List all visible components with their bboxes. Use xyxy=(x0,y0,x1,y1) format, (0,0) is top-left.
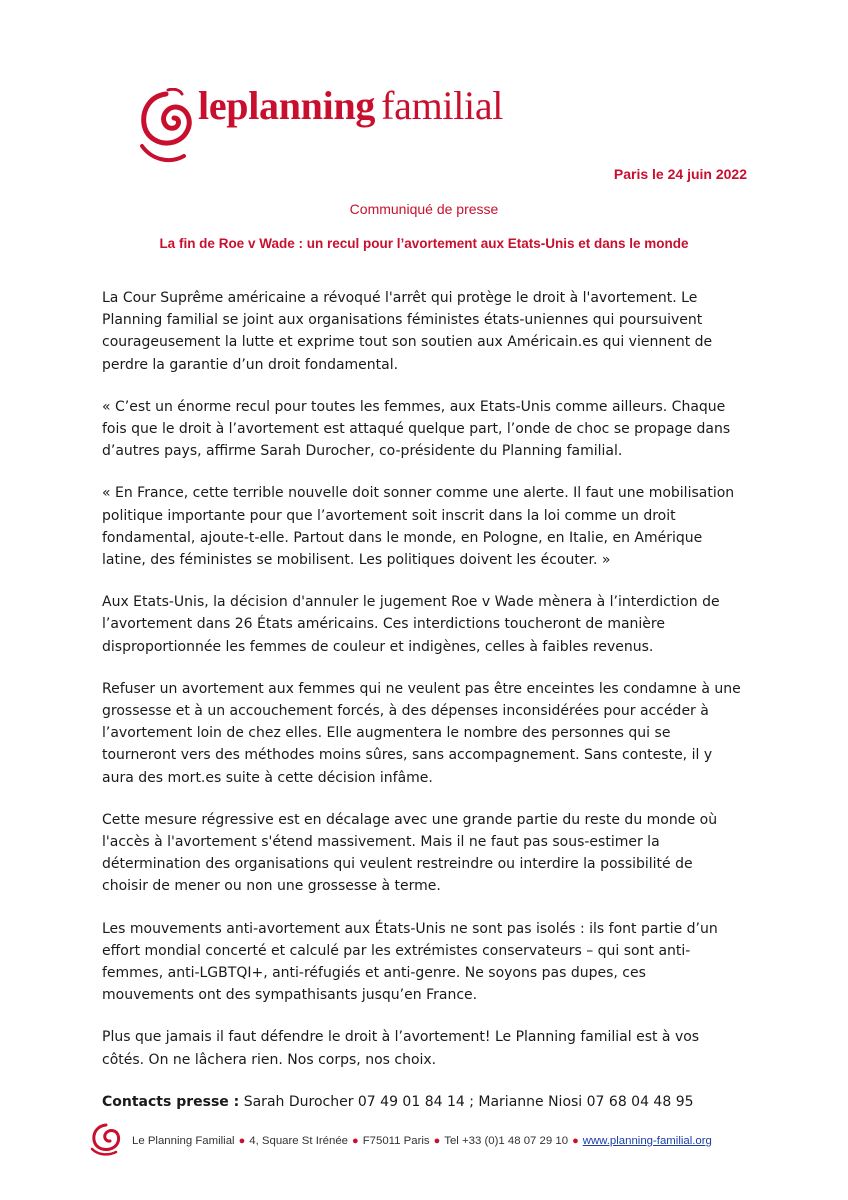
swirl-logo-icon xyxy=(140,88,196,168)
paragraph-5: Refuser un avortement aux femmes qui ne veulent pas être enceintes les condamne à une grossesse et à un accouchement forcés, à des dépenses inconsidérées pour accéder à l’avortement loin de chez elles. Elle augmentera le nombre des personnes qui se tourneront vers des méthodes moins sûres, sans accompagnement. Sans conteste, il y aura des mort.es suite à cette décision infâme. xyxy=(102,680,741,786)
logo-word-le: le xyxy=(198,83,227,128)
logo xyxy=(140,83,520,168)
footer-bullet-icon: ● xyxy=(238,1135,246,1147)
paragraph-6: Cette mesure régressive est en décalage avec une grande partie du reste du monde où l'accès à l'avortement s'étend massivement. Mais il ne faut pas sous-estimer la détermination des organisations qui veulent restreindre ou interdire la possibilité de choisir de mener ou non une grossesse à terme. xyxy=(102,811,718,895)
logo-word-planning: planning xyxy=(226,83,376,128)
footer-org: Le Planning Familial xyxy=(132,1135,235,1147)
footer-bullet-icon: ● xyxy=(572,1135,579,1147)
paragraph-7: Les mouvements anti-avortement aux États-Unis ne sont pas isolés : ils font partie d’un effort mondial concerté et calculé par les extrémistes conservateurs – qui sont anti-femmes, anti-LGBTQI+, anti-réfugiés et anti-genre. Ne soyons pas dupes, ces mouvements ont des sympathisants jusqu’en France. xyxy=(102,920,718,1004)
document-body xyxy=(102,287,742,1133)
footer-phone: Tel +33 (0)1 48 07 29 10 xyxy=(444,1135,569,1147)
footer-address-line xyxy=(132,1135,712,1147)
footer-website-link[interactable]: www.planning-familial.org xyxy=(582,1135,712,1147)
press-contacts-label: Contacts presse : xyxy=(102,1093,240,1110)
press-contacts-value: Sarah Durocher 07 49 01 84 14 ; Marianne Niosi 07 68 04 48 95 xyxy=(239,1093,694,1110)
paragraph-1: La Cour Suprême américaine a révoqué l'arrêt qui protège le droit à l'avortement. Le Planning familial se joint aux organisations féministes états-uniennes qui poursuivent courageusement la lutte et exprime tout son soutien aux Américain.es qui viennent de perdre la garantie d’un droit fondamental. xyxy=(102,290,713,373)
footer xyxy=(90,1121,770,1161)
paragraph-8: Plus que jamais il faut défendre le droit à l’avortement! Le Planning familial est à vos côtés. On ne lâchera rien. Nos corps, nos choix. xyxy=(102,1029,700,1068)
press-release-headline: La fin de Roe v Wade : un recul pour l’avortement aux Etats-Unis et dans le monde xyxy=(159,236,689,251)
document-date: Paris le 24 juin 2022 xyxy=(613,166,747,182)
footer-city: F75011 Paris xyxy=(362,1135,430,1147)
paragraph-2: « C’est un énorme recul pour toutes les femmes, aux Etats-Unis comme ailleurs. Chaque fois que le droit à l’avortement est attaqué quelque part, l’onde de choc se propage dans d’autres pays, affirme Sarah Durocher, co-présidente du Planning familial. xyxy=(102,398,731,460)
logo-wordmark xyxy=(198,82,503,129)
footer-bullet-icon: ● xyxy=(433,1135,441,1147)
footer-address: 4, Square St Irénée xyxy=(249,1135,349,1147)
footer-bullet-icon: ● xyxy=(352,1135,359,1147)
footer-swirl-logo-icon xyxy=(90,1121,124,1157)
paragraph-4: Aux Etats-Unis, la décision d'annuler le jugement Roe v Wade mènera à l’interdiction de l’avortement dans 26 États américains. Ces interdictions toucheront de manière disproportionnée les femmes de couleur et indigènes, celles à faibles revenus. xyxy=(102,594,720,655)
logo-word-familial: familial xyxy=(381,83,504,128)
press-contacts xyxy=(102,1091,742,1113)
press-release-label: Communiqué de presse xyxy=(349,201,499,217)
paragraph-3: « En France, cette terrible nouvelle doit sonner comme une alerte. Il faut une mobilisation politique importante pour que l’avortement soit inscrit dans la loi comme un droit fondamental, ajoute-t-elle. Partout dans le monde, en Pologne, en Italie, en Amérique latine, des féministes se mobilisent. Les politiques doivent les écouter. » xyxy=(102,485,735,569)
